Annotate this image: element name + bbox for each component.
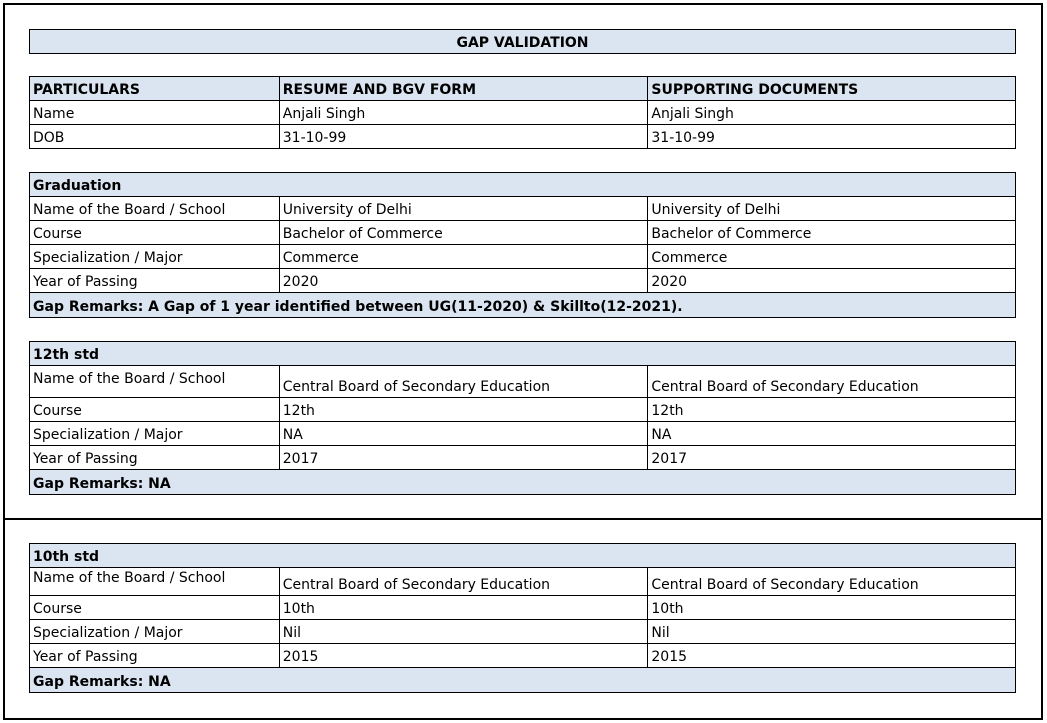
supporting-value: University of Delhi xyxy=(648,197,1016,220)
twelfth-table xyxy=(29,341,1016,495)
table-row xyxy=(30,644,1016,668)
supporting-value: Central Board of Secondary Education xyxy=(648,568,1016,595)
supporting-value: 2020 xyxy=(648,269,1016,292)
row-label: Name of the Board / School xyxy=(30,366,280,397)
gap-remarks: Gap Remarks: NA xyxy=(30,470,1016,494)
table-row xyxy=(30,245,1016,269)
supporting-value: Anjali Singh xyxy=(648,101,1016,124)
table-row xyxy=(30,620,1016,644)
resume-value: 2015 xyxy=(280,644,649,667)
table-row xyxy=(30,568,1016,596)
table-row xyxy=(30,366,1016,398)
supporting-value: NA xyxy=(648,422,1016,445)
resume-value: 2020 xyxy=(280,269,649,292)
table-row xyxy=(30,221,1016,245)
table-row xyxy=(30,446,1016,470)
title-table xyxy=(29,29,1016,54)
table-row xyxy=(30,596,1016,620)
table-row xyxy=(30,398,1016,422)
row-label: Year of Passing xyxy=(30,446,280,469)
personal-table xyxy=(29,76,1016,149)
supporting-value: Commerce xyxy=(648,245,1016,268)
resume-value: University of Delhi xyxy=(280,197,649,220)
table-row xyxy=(30,197,1016,221)
row-label: Name xyxy=(30,101,280,124)
row-label: Year of Passing xyxy=(30,269,280,292)
row-label: Specialization / Major xyxy=(30,620,280,643)
resume-value: Central Board of Secondary Education xyxy=(280,366,649,397)
supporting-value: 2015 xyxy=(648,644,1016,667)
table-row xyxy=(30,422,1016,446)
table-row xyxy=(30,101,1016,125)
gap-remarks: Gap Remarks: A Gap of 1 year identified between UG(11-2020) & Skillto(12-2021). xyxy=(30,293,1016,317)
row-label: Course xyxy=(30,596,280,619)
supporting-value: Nil xyxy=(648,620,1016,643)
resume-value: 31-10-99 xyxy=(280,125,649,148)
table-header-row xyxy=(30,77,1016,101)
supporting-value: 12th xyxy=(648,398,1016,421)
resume-value: 10th xyxy=(280,596,649,619)
row-label: Specialization / Major xyxy=(30,245,280,268)
row-label: Course xyxy=(30,221,280,244)
resume-value: NA xyxy=(280,422,649,445)
row-label: Year of Passing xyxy=(30,644,280,667)
section-heading: 10th std xyxy=(30,544,1016,567)
resume-value: 12th xyxy=(280,398,649,421)
header-particulars: PARTICULARS xyxy=(30,77,280,100)
resume-value: Bachelor of Commerce xyxy=(280,221,649,244)
row-label: Specialization / Major xyxy=(30,422,280,445)
row-label: Name of the Board / School xyxy=(30,568,280,595)
header-supporting: SUPPORTING DOCUMENTS xyxy=(648,77,1016,100)
resume-value: Nil xyxy=(280,620,649,643)
supporting-value: Central Board of Secondary Education xyxy=(648,366,1016,397)
table-row xyxy=(30,269,1016,293)
supporting-value: 2017 xyxy=(648,446,1016,469)
resume-value: 2017 xyxy=(280,446,649,469)
row-label: DOB xyxy=(30,125,280,148)
page-title: GAP VALIDATION xyxy=(30,30,1016,53)
section-heading: Graduation xyxy=(30,173,1016,196)
resume-value: Central Board of Secondary Education xyxy=(280,568,649,595)
tenth-table xyxy=(29,543,1016,693)
row-label: Course xyxy=(30,398,280,421)
resume-value: Anjali Singh xyxy=(280,101,649,124)
supporting-value: Bachelor of Commerce xyxy=(648,221,1016,244)
section-heading: 12th std xyxy=(30,342,1016,365)
supporting-value: 10th xyxy=(648,596,1016,619)
resume-value: Commerce xyxy=(280,245,649,268)
row-label: Name of the Board / School xyxy=(30,197,280,220)
supporting-value: 31-10-99 xyxy=(648,125,1016,148)
gap-remarks: Gap Remarks: NA xyxy=(30,668,1016,692)
table-row xyxy=(30,125,1016,149)
graduation-table xyxy=(29,172,1016,318)
header-resume: RESUME AND BGV FORM xyxy=(280,77,649,100)
